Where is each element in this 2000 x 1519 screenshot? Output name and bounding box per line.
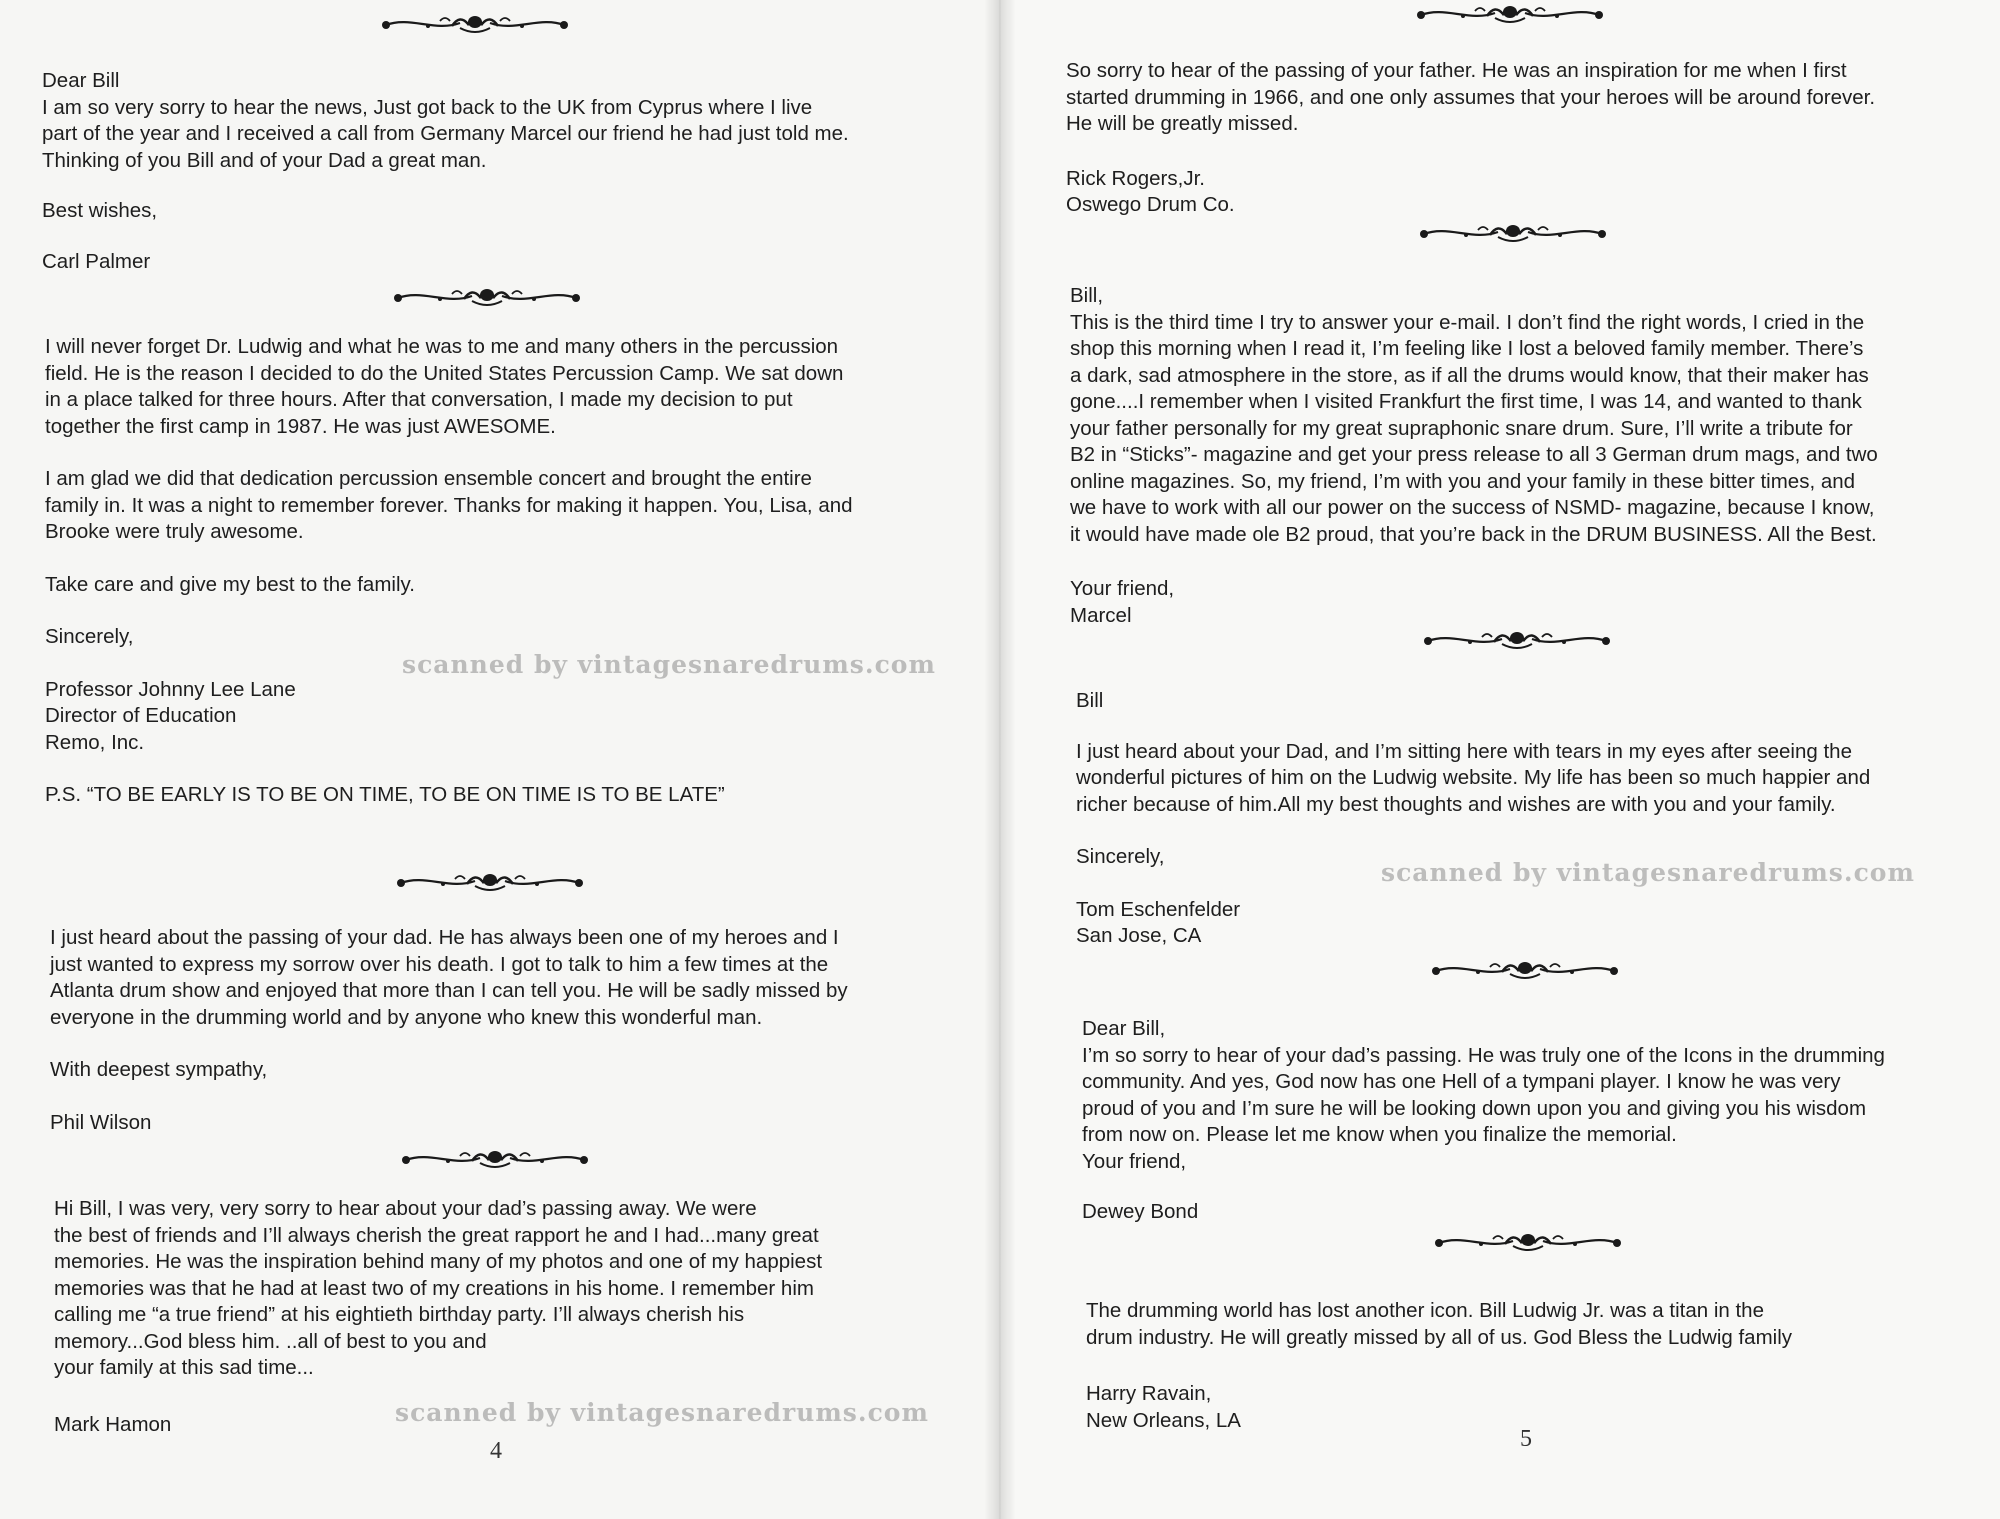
letter-tom-eschenfelder xyxy=(1076,688,1870,950)
text-line: field. He is the reason I decided to do the United States Percussion Camp. We sat down xyxy=(45,361,844,385)
letter-closing: With deepest sympathy, xyxy=(50,1058,268,1081)
letter-paragraph xyxy=(1076,739,1870,819)
scan-watermark: scanned by vintagesnaredrums.com xyxy=(402,650,936,679)
divider-ornament-icon xyxy=(1415,2,1605,26)
letter-signature: Carl Palmer xyxy=(42,249,151,273)
text-line: Oswego Drum Co. xyxy=(1066,193,1235,216)
text-line: your father personally for my great supraphonic snare drum. Sure, I’ll write a tribute for xyxy=(1070,416,1853,440)
letter-phil-wilson xyxy=(50,925,848,1136)
text-line: richer because of him.All my best thoughts and wishes are with you and your family. xyxy=(1076,792,1836,816)
text-line: proud of you and I’m sure he will be looking down upon you and giving you his wisdom xyxy=(1082,1096,1867,1120)
letter-marcel xyxy=(1070,283,1878,629)
text-line: Director of Education xyxy=(45,704,237,727)
text-line: started drumming in 1966, and one only assumes that your heroes will be around forever. xyxy=(1066,85,1876,109)
text-line: we have to work with all our power on the success of NSMD- magazine, because I know, xyxy=(1070,496,1875,519)
text-line: This is the third time I try to answer your e-mail. I don’t find the right words, I cried in the xyxy=(1070,310,1865,334)
text-line: memories was that he had at least two of my creations in his home. I remember him xyxy=(54,1276,814,1300)
divider-ornament-icon xyxy=(380,12,570,36)
text-line: memory...God bless him. ..all of best to you and xyxy=(54,1329,487,1353)
text-line: Thinking of you Bill and of your Dad a great man. xyxy=(42,148,487,172)
letter-signature: Phil Wilson xyxy=(50,1110,152,1134)
text-line: Your friend, xyxy=(1070,577,1175,600)
letter-johnny-lee-lane xyxy=(45,334,853,809)
scan-watermark: scanned by vintagesnaredrums.com xyxy=(395,1398,929,1427)
letter-paragraph xyxy=(1086,1298,1792,1351)
letter-paragraph xyxy=(1082,1016,1885,1175)
text-line: Rick Rogers,Jr. xyxy=(1066,166,1205,190)
letter-paragraph xyxy=(45,334,853,440)
text-line: Dear Bill, xyxy=(1082,1017,1166,1040)
letter-postscript: P.S. “TO BE EARLY IS TO BE ON TIME, TO BE ON TIME IS TO BE LATE” xyxy=(45,783,725,806)
text-line: I’m so sorry to hear of your dad’s passing. He was truly one of the Icons in the drumming xyxy=(1082,1043,1885,1067)
letter-closing: Sincerely, xyxy=(45,625,134,648)
text-line: New Orleans, LA xyxy=(1086,1408,1241,1432)
text-line: everyone in the drumming world and by anyone who knew this wonderful man. xyxy=(50,1005,763,1029)
text-line: online magazines. So, my friend, I’m with you and your family in these bitter times, and xyxy=(1070,469,1856,493)
page-number: 4 xyxy=(490,1438,502,1464)
letter-signature xyxy=(1086,1381,1792,1434)
text-line: memories. He was the inspiration behind many of my photos and one of my happiest xyxy=(54,1250,823,1273)
divider-ornament-icon xyxy=(392,285,582,309)
letter-greeting: Bill xyxy=(1076,689,1104,712)
text-line: together the first camp in 1987. He was just AWESOME. xyxy=(45,414,556,438)
letter-rick-rogers xyxy=(1066,58,1875,219)
divider-ornament-icon xyxy=(400,1147,590,1171)
text-line: I just heard about the passing of your dad. He has always been one of my heroes and I xyxy=(50,926,839,949)
text-line: B2 in “Sticks”- magazine and get your press release to all 3 German drum mags, and two xyxy=(1070,443,1878,466)
text-line: wonderful pictures of him on the Ludwig website. My life has been so much happier and xyxy=(1076,766,1871,789)
text-line: Tom Eschenfelder xyxy=(1076,897,1241,921)
letter-paragraph xyxy=(54,1196,822,1382)
book-gutter xyxy=(984,0,1016,1519)
text-line: Your friend, xyxy=(1082,1149,1187,1173)
letter-signature xyxy=(1070,576,1878,629)
text-line: Harry Ravain, xyxy=(1086,1382,1212,1405)
letter-closing: Sincerely, xyxy=(1076,845,1165,868)
text-line: from now on. Please let me know when you finalize the memorial. xyxy=(1082,1123,1677,1146)
letter-signature: Dewey Bond xyxy=(1082,1200,1199,1223)
text-line: Dear Bill xyxy=(42,69,120,92)
text-line: just wanted to express my sorrow over his death. I got to talk to him a few times at the xyxy=(50,952,829,976)
letter-harry-ravain xyxy=(1086,1298,1792,1434)
letter-paragraph xyxy=(1066,58,1875,138)
text-line: community. And yes, God now has one Hell of a tympani player. I know he was very xyxy=(1082,1070,1841,1093)
text-line: So sorry to hear of the passing of your father. He was an inspiration for me when I first xyxy=(1066,59,1847,82)
text-line: it would have made ole B2 proud, that you’re back in the DRUM BUSINESS. All the Best. xyxy=(1070,522,1877,546)
right-page xyxy=(1000,0,2000,1519)
text-line: I just heard about your Dad, and I’m sitting here with tears in my eyes after seeing the xyxy=(1076,739,1852,763)
text-line: The drumming world has lost another icon. Bill Ludwig Jr. was a titan in the xyxy=(1086,1299,1764,1322)
text-line: the best of friends and I’ll always cherish the great rapport he and I had...many great xyxy=(54,1223,819,1247)
text-line: a dark, sad atmosphere in the store, as if all the drums would know, that their maker has xyxy=(1070,363,1869,387)
letter-signature xyxy=(1066,166,1875,219)
text-line: Remo, Inc. xyxy=(45,730,145,754)
text-line: part of the year and I received a call from Germany Marcel our friend he had just told me. xyxy=(42,122,849,145)
text-line: your family at this sad time... xyxy=(54,1356,314,1379)
letter-paragraph xyxy=(50,925,848,1031)
text-line: Professor Johnny Lee Lane xyxy=(45,677,296,701)
text-line: gone....I remember when I visited Frankfurt the first time, I was 14, and wanted to thank xyxy=(1070,390,1862,413)
text-line: calling me “a true friend” at his eightieth birthday party. I’ll always cherish his xyxy=(54,1303,745,1326)
divider-ornament-icon xyxy=(395,870,585,894)
text-line: Bill, xyxy=(1070,284,1104,307)
page-number: 5 xyxy=(1520,1426,1532,1452)
letter-paragraph xyxy=(1070,283,1878,548)
text-line: Brooke were truly awesome. xyxy=(45,520,304,543)
text-line: shop this morning when I read it, I’m feeling like I lost a beloved family member. There’s xyxy=(1070,337,1864,360)
text-line: Hi Bill, I was very, very sorry to hear about your dad’s passing away. We were xyxy=(54,1197,757,1220)
scan-watermark: scanned by vintagesnaredrums.com xyxy=(1381,858,1915,887)
text-line: San Jose, CA xyxy=(1076,924,1202,947)
letter-signature xyxy=(1076,897,1870,950)
letter-signature xyxy=(45,677,853,757)
divider-ornament-icon xyxy=(1422,628,1612,652)
text-line: Marcel xyxy=(1070,603,1132,627)
text-line: family in. It was a night to remember forever. Thanks for making it happen. You, Lisa, and xyxy=(45,493,853,517)
text-line: He will be greatly missed. xyxy=(1066,112,1299,135)
letter-signature: Mark Hamon xyxy=(54,1412,172,1436)
text-line: drum industry. He will greatly missed by all of us. God Bless the Ludwig family xyxy=(1086,1325,1793,1349)
text-line: in a place talked for three hours. After that conversation, I made my decision to put xyxy=(45,388,793,411)
letter-closing: Best wishes, xyxy=(42,199,158,222)
text-line: Atlanta drum show and enjoyed that more than I can tell you. He will be sadly missed by xyxy=(50,979,848,1002)
letter-paragraph xyxy=(45,466,853,546)
letter-carl-palmer xyxy=(42,68,849,275)
text-line: I will never forget Dr. Ludwig and what he was to me and many others in the percussion xyxy=(45,335,839,358)
divider-ornament-icon xyxy=(1433,1230,1623,1254)
text-line: I am glad we did that dedication percussion ensemble concert and brought the entire xyxy=(45,467,812,490)
letter-paragraph: Take care and give my best to the family. xyxy=(45,572,415,596)
letter-dewey-bond xyxy=(1082,1016,1885,1226)
divider-ornament-icon xyxy=(1430,958,1620,982)
text-line: I am so very sorry to hear the news, Just got back to the UK from Cyprus where I live xyxy=(42,95,813,119)
divider-ornament-icon xyxy=(1418,221,1608,245)
letter-paragraph xyxy=(42,68,849,174)
